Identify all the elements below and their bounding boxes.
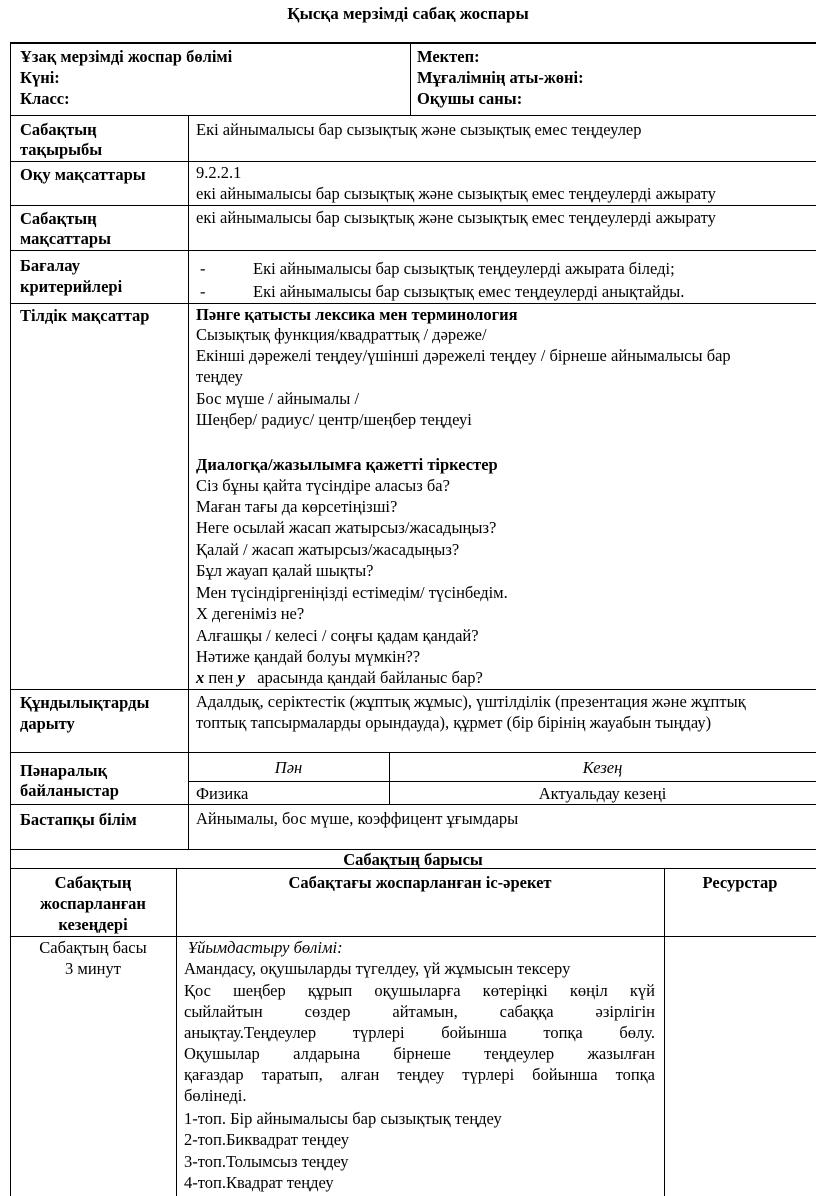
phrase-line: Сіз бұны қайта түсіндіре аласыз ба? [196,476,450,495]
vocab-line: Бос мүше / айнымалы / [196,389,360,408]
topic-label-2: тақырыбы [20,140,103,159]
table-border [188,781,816,782]
topic-value: Екі айнымалысы бар сызықтық және сызықтық емес теңдеулер [196,120,642,139]
var-y: y [237,668,245,687]
table-border [176,868,177,1196]
col-activity-header: Сабақтағы жоспарланған іс-әрекет [288,873,552,892]
group-line: 3-топ.Толымсыз теңдеу [184,1152,349,1171]
header-long-term-plan: Ұзақ мерзімді жоспар бөлімі [20,47,233,66]
assessment-label: Бағалау [20,256,80,275]
table-border [10,42,11,1196]
table-border [10,689,816,690]
phrase-line: Неге осылай жасап жатырсыз/жасадыңыз? [196,518,497,537]
phrase-mid: пен [208,668,234,687]
vocab-line: Екінші дәрежелі теңдеу/үшінші дәрежелі теңдеу / бірнеше айнымалысы бар [196,346,731,365]
prior-knowledge-label: Бастапқы білім [20,810,137,829]
values-line: Адалдық, серіктестік (жұптық жұмыс), үштілділік (презентация және жұптық [196,692,746,711]
phrase-rest: арасында қандай байланыс бар? [257,668,483,687]
group-line: 1-топ. Бір айнымалысы бар сызықтық теңдеу [184,1109,502,1128]
lesson-goals-label-2: мақсаттары [20,229,111,248]
assessment-item-2: Екі айнымалысы бар сызықтық емес теңдеулерді анықтайды. [253,282,685,301]
col-stages-header: Сабақтың [54,873,132,892]
table-border [10,804,816,805]
header-class: Класс: [20,89,70,108]
interdisciplinary-label: Пәнаралық [20,761,108,780]
group-line: 4-топ.Квадрат теңдеу [184,1173,334,1192]
col-stage-header: Кезең [582,758,623,777]
col-subject-header: Пән [274,758,303,777]
paragraph-line: бөлінеді. [184,1086,247,1105]
phrase-line: Х дегеніміз не? [196,604,305,623]
page-title: Қысқа мерзімді сабақ жоспары [287,4,529,23]
table-border [10,205,816,206]
table-border [10,936,816,937]
vocab-line: Шеңбер/ радиус/ центр/шеңбер теңдеуі [196,410,472,429]
phrase-line: Маған тағы да көрсетіңізші? [196,497,398,516]
paragraph-line: Оқушылар алдарына бірнеше теңдеулер жазылған [184,1044,655,1063]
paragraph-line: анықтау.Теңдеулер түрлері бойынша топқа бөлу. [184,1023,655,1042]
table-border [188,115,189,849]
progress-heading: Сабақтың барысы [343,850,483,869]
vocab-line: Сызықтық функция/квадраттық / дәреже/ [196,325,487,344]
table-border [10,250,816,251]
col-stages-header-2: жоспарланған [40,894,146,913]
topic-label: Сабақтың [20,120,97,139]
header-school: Мектеп: [417,47,480,66]
stage-name: Сабақтың басы [39,938,147,957]
values-line: топтық тапсырмаларды орындауда), құрмет (бір бірінің жауабын тыңдау) [196,713,712,732]
table-border [10,161,816,162]
interdisciplinary-label-2: байланыстар [20,781,119,800]
assessment-bullet: - [200,259,206,278]
var-x: x [196,668,205,687]
assessment-label-2: критерийлері [20,277,123,296]
phrase-line: Қалай / жасап жатырсыз/жасадыңыз? [196,540,460,559]
table-border [10,42,816,44]
table-border [10,115,816,116]
lesson-goals-value: екі айнымалысы бар сызықтық және сызықтық емес теңдеулерді ажырату [196,208,716,227]
activity-line: Амандасу, оқушыларды түгелдеу, үй жұмысын тексеру [184,959,571,978]
paragraph-line: сыйлайтын сөздер айтамын, сабаққа әзірлігін [184,1002,655,1021]
phrase-line: Бұл жауап қалай шықты? [196,561,374,580]
values-label-2: дарыту [20,714,75,733]
vocab-line: теңдеу [196,367,243,386]
prior-knowledge-value: Айнымалы, бос мүше, коэффицент ұғымдары [196,809,519,828]
col-resources-header: Ресурстар [702,873,778,892]
table-border [10,303,816,304]
stage-duration: 3 минут [65,959,121,978]
table-border [10,752,816,753]
phrase-line-last [196,668,483,688]
group-line: 2-топ.Биквадрат теңдеу [184,1130,349,1149]
table-border [664,868,665,1196]
learning-goals-value: екі айнымалысы бар сызықтық және сызықтық емес теңдеулерді ажырату [196,184,716,203]
header-student-count: Оқушы саны: [417,89,523,108]
learning-goals-label: Оқу мақсаттары [20,165,146,184]
phrase-line: Нәтиже қандай болуы мүмкін?? [196,647,421,666]
header-date: Күні: [20,68,60,87]
assessment-item-1: Екі айнымалысы бар сызықтық теңдеулерді ажырата біледі; [253,259,675,278]
activity-paragraph [184,981,655,1107]
assessment-bullet: - [200,282,206,301]
values-label: Құндылықтарды [20,693,150,712]
language-label: Тілдік мақсаттар [20,306,150,325]
col-stages-header-3: кезеңдері [58,915,128,934]
subject-value: Физика [196,784,249,803]
paragraph-line: Қос шеңбер құрып оқушыларға көтеріңкі көңіл күй [184,981,655,1000]
vocab-heading: Пәнге қатысты лексика мен терминология [196,305,518,324]
paragraph-line: қағаздар таратып, алған теңдеу түрлері бойынша топқа [184,1065,655,1084]
learning-goals-code: 9.2.2.1 [196,163,242,182]
activity-heading: Ұйымдастыру бөлімі: [188,938,343,957]
phrase-line: Мен түсіндіргеніңізді естімедім/ түсінбедім. [196,583,508,602]
lesson-goals-label: Сабақтың [20,209,97,228]
header-teacher: Мұғалімнің аты-жөні: [417,68,584,87]
phrases-heading: Диалогқа/жазылымға қажетті тіркестер [196,455,498,474]
stage-value: Актуальдау кезеңі [538,784,667,803]
table-border [410,42,411,115]
phrase-line: Алғашқы / келесі / соңғы қадам қандай? [196,626,479,645]
